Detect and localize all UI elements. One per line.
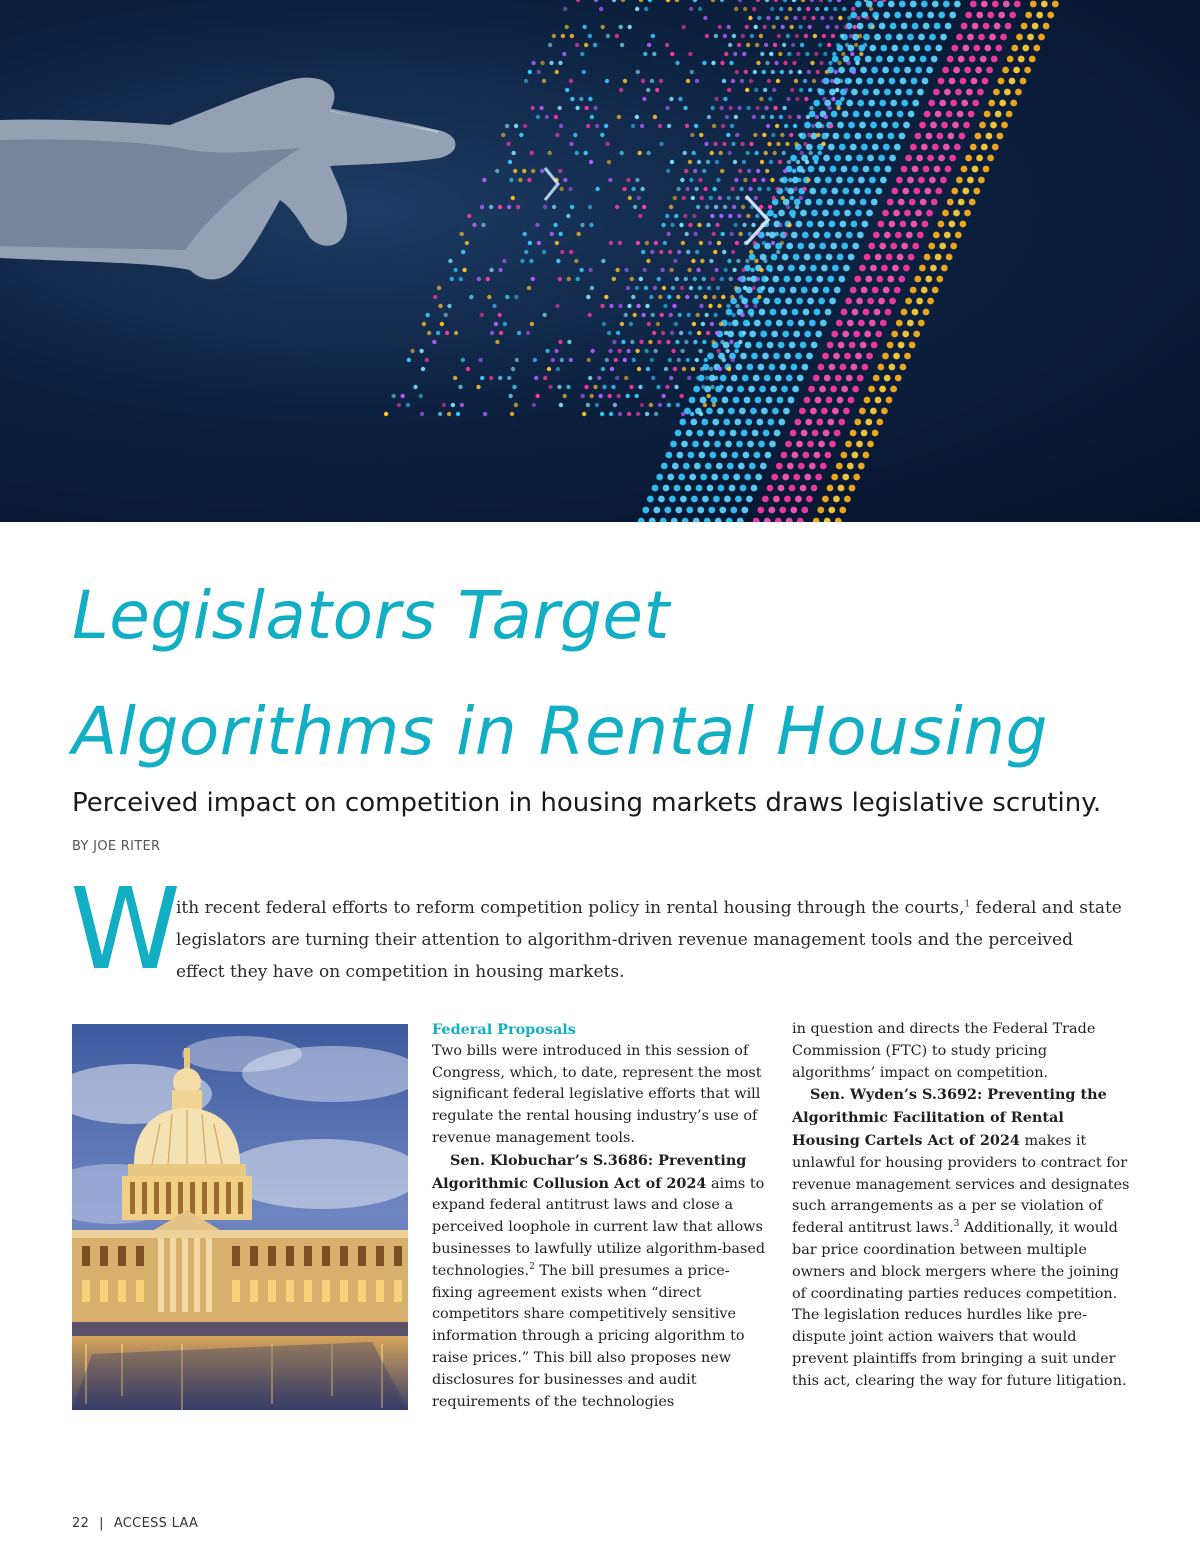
- bill-title-wyden: Sen. Wyden’s S.3692: Preventing the Algorithmic Facilitation of Rental Housing Cartels Act of 2024: [792, 1086, 1107, 1149]
- chevron-right-icon: [545, 168, 558, 200]
- column1-paragraph-2: [432, 1150, 768, 1414]
- footnote-ref: 1: [964, 899, 971, 910]
- intro-text-1: ith recent federal efforts to reform competition policy in rental housing through the courts,: [176, 898, 965, 918]
- data-grid-illustration: [0, 0, 1200, 522]
- column1-text-2: The bill presumes a price-fixing agreement exists when “direct competitors share competitively sensitive information through a pricing algorithm to raise prices.” This bill also proposes new disclosures for businesses and audit requirements of the technologies: [432, 1262, 745, 1410]
- title-line-2: Algorithms in Rental Housing: [72, 693, 1048, 770]
- article-column-1: [432, 1019, 768, 1413]
- footnote-ref: 2: [529, 1261, 535, 1272]
- column2-text-1: makes it unlawful for housing providers to contract for revenue management services and designates such arrangements as a per se violation of federal antitrust laws.: [792, 1132, 1130, 1237]
- page-number: 22: [72, 1516, 90, 1531]
- chevron-right-icon: [746, 196, 768, 244]
- hero-image: [0, 0, 1200, 522]
- footnote-ref: 3: [953, 1219, 960, 1230]
- footer-separator: |: [99, 1516, 104, 1531]
- title-line-1: Legislators Target: [72, 577, 670, 654]
- article-column-2: [792, 1019, 1132, 1393]
- capitol-building-illustration: [72, 1024, 408, 1410]
- capitol-photo: [72, 1024, 408, 1410]
- column2-text-2: Additionally, it would bar price coordination between multiple owners and block mergers where the joining of coordinating parties reduces competition. The legislation reduces hurdles like pre-dispute joint action waivers that would prevent plaintiffs from bringing a suit under this act, clearing the way for future litigation.: [792, 1220, 1127, 1389]
- bill-title-klobuchar: Sen. Klobuchar’s S.3686: Preventing Algorithmic Collusion Act of 2024: [432, 1151, 747, 1192]
- drop-cap: W: [70, 865, 181, 995]
- hand-illustration: [0, 78, 456, 280]
- byline: BY JOE RITER: [72, 839, 161, 854]
- publication-name: ACCESS LAA: [113, 1516, 199, 1531]
- intro-text-2: federal and state legislators are turning their attention to algorithm-driven revenue management tools and the perceived effect they have on competition in housing markets.: [176, 898, 1122, 982]
- section-heading: Federal Proposals: [432, 1021, 576, 1038]
- column1-paragraph-1: Two bills were introduced in this session of Congress, which, to date, represent the most significant federal legislative efforts that will regulate the rental housing industry’s use of revenue management tools.: [432, 1042, 762, 1146]
- intro-paragraph: [176, 892, 1126, 988]
- column1-text-1: aims to expand federal antitrust laws and close a perceived loophole in current law that allows businesses to lawfully utilize algorithm-based technologies.: [432, 1175, 766, 1279]
- article-subtitle: Perceived impact on competition in housing markets draws legislative scrutiny.: [72, 788, 1102, 818]
- column2-paragraph-1: in question and directs the Federal Trade Commission (FTC) to study pricing algorithms’ impact on competition.: [792, 1021, 1096, 1081]
- column2-paragraph-2: [792, 1084, 1132, 1392]
- page-footer: [72, 1516, 198, 1531]
- article-title: [72, 558, 1182, 790]
